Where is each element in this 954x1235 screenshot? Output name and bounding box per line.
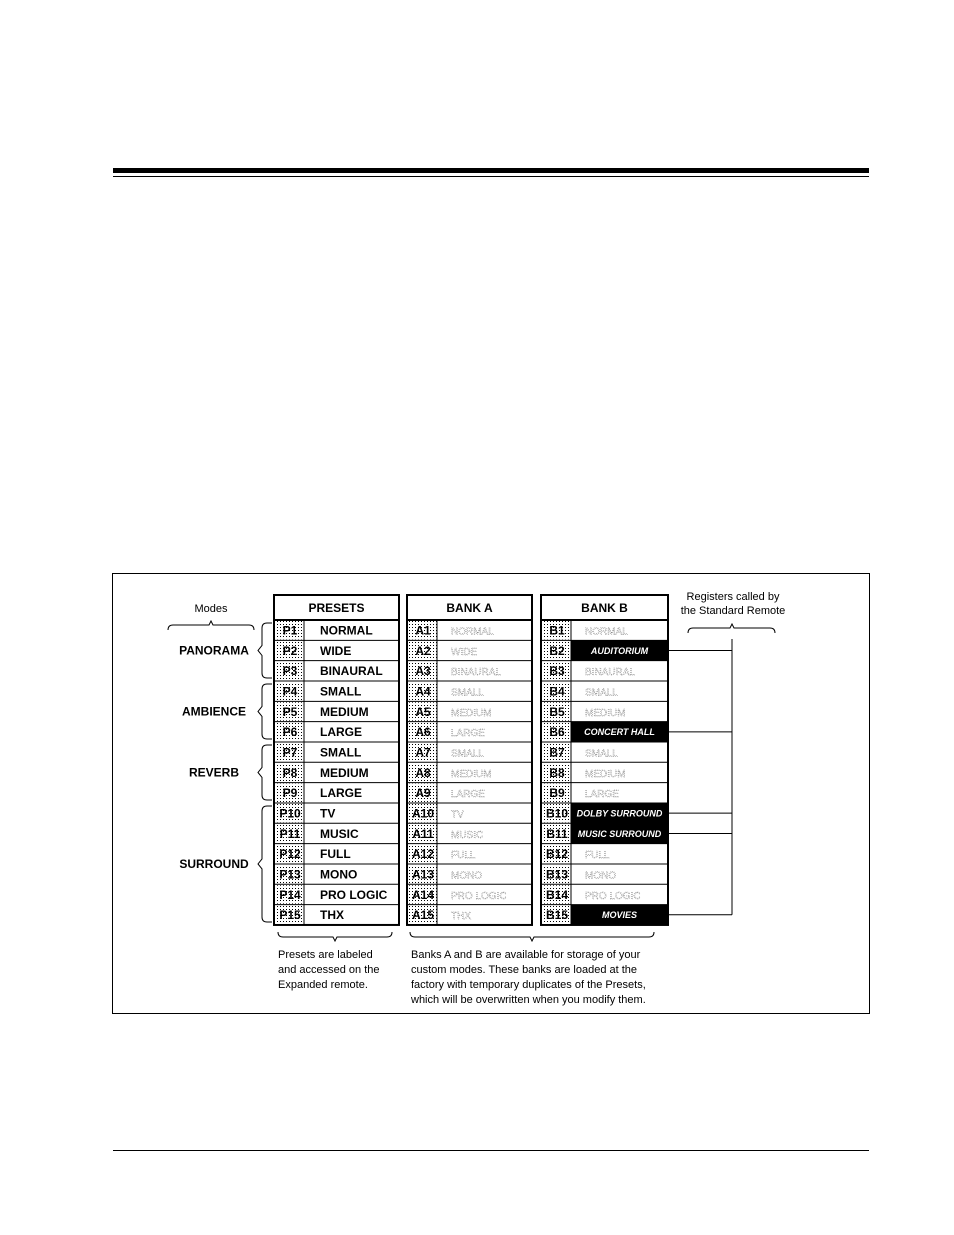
modes-bracket [168, 621, 254, 630]
register-label: MEDIUM [320, 704, 369, 719]
register-label: MEDIUM [320, 765, 369, 780]
register-row-p14 [274, 884, 399, 904]
register-id: B1 [549, 623, 565, 638]
register-label: SMALL [320, 684, 362, 699]
register-id: P12 [279, 847, 301, 862]
register-row-p1 [276, 620, 373, 640]
register-label: NORMAL [451, 626, 494, 638]
mode-reverb [189, 745, 272, 800]
register-id: A12 [411, 847, 435, 862]
register-id: B9 [549, 786, 565, 801]
register-id: P8 [282, 765, 298, 780]
presets-note-bracket [278, 932, 392, 941]
register-id: A13 [411, 867, 435, 882]
register-label: LARGE [585, 789, 619, 801]
register-label: THX [451, 911, 471, 923]
registers-bracket [688, 624, 775, 633]
register-id: P10 [279, 806, 301, 821]
register-label: THX [320, 908, 344, 923]
modes-label: Modes [194, 603, 228, 615]
register-label: SMALL [451, 687, 484, 699]
bank-a-table [407, 595, 532, 925]
register-id: A1 [415, 623, 431, 638]
footer-rule [113, 1150, 869, 1151]
register-label: MUSIC [451, 829, 484, 841]
mode-label: REVERB [188, 765, 240, 780]
register-label: BINAURAL [451, 667, 502, 679]
register-label: MOVIES [601, 910, 638, 921]
register-id: P7 [282, 745, 298, 760]
register-id: A9 [415, 786, 431, 801]
header-rule-thick [113, 168, 869, 173]
mode-brace [258, 806, 272, 922]
register-label: FULL [585, 850, 610, 862]
register-id: P2 [282, 643, 298, 658]
mode-panorama [179, 623, 272, 678]
banks-note-line1: Banks A and B are available for storage of your [411, 949, 641, 961]
register-id: A8 [415, 765, 431, 780]
header-rule-thin [113, 176, 869, 177]
register-id: B14 [545, 887, 569, 902]
banks-note-line3: factory with temporary duplicates of the Presets, [411, 979, 646, 991]
register-label: BINAURAL [320, 664, 383, 679]
register-id: B12 [545, 847, 569, 862]
register-id: P14 [279, 887, 301, 902]
register-label: PRO LOGIC [320, 887, 388, 902]
register-label: BINAURAL [585, 667, 636, 679]
register-row-b6 [541, 722, 668, 742]
register-label: LARGE [320, 725, 362, 740]
register-id: B15 [545, 908, 569, 923]
register-label: FULL [451, 850, 476, 862]
register-id: B6 [549, 725, 565, 740]
register-id: B11 [546, 826, 568, 841]
registers-label-line1: Registers called by [686, 591, 780, 603]
presets-note-line2: and accessed on the [278, 964, 380, 976]
register-label: MONO [451, 870, 483, 882]
register-id: A10 [411, 806, 435, 821]
register-id: A15 [411, 908, 435, 923]
mode-brace [258, 745, 272, 800]
register-id: B13 [545, 867, 569, 882]
register-id: A5 [415, 704, 431, 719]
register-label: TV [451, 809, 464, 821]
register-label: MEDIUM [451, 768, 492, 780]
register-label: PRO LOGIC [585, 890, 641, 902]
register-id: A4 [415, 684, 431, 699]
register-id: B5 [549, 704, 565, 719]
bank-a-title: BANK A [446, 601, 493, 615]
mode-label: PANORAMA [179, 643, 249, 658]
register-id: P1 [282, 623, 298, 638]
register-id: A14 [411, 887, 435, 902]
register-id: B8 [549, 765, 565, 780]
banks-note-line4: which will be overwritten when you modify them. [411, 994, 646, 1006]
banks-note-bracket [410, 932, 654, 941]
bank-b-title: BANK B [581, 601, 628, 615]
register-label: SMALL [585, 748, 618, 760]
presets-note-line3: Expanded remote. [278, 979, 368, 991]
register-id: A2 [415, 643, 431, 658]
register-label: MONO [585, 870, 617, 882]
register-row-b10 [541, 803, 668, 823]
register-id: B10 [545, 806, 569, 821]
register-id: P9 [282, 786, 298, 801]
register-id: A11 [412, 826, 434, 841]
register-id: P13 [279, 867, 301, 882]
register-id: A6 [415, 725, 431, 740]
register-id: A3 [415, 664, 431, 679]
register-id: P5 [282, 704, 298, 719]
register-id: P4 [282, 684, 298, 699]
register-label: MEDIUM [585, 707, 626, 719]
register-label: WIDE [320, 643, 352, 658]
register-label: SMALL [320, 745, 362, 760]
register-row-p3 [274, 661, 399, 681]
register-label: SMALL [585, 687, 618, 699]
mode-label: SURROUND [179, 856, 249, 871]
register-label: AUDITORIUM [590, 645, 649, 656]
mode-brace [258, 684, 272, 739]
register-label: WIDE [451, 646, 478, 658]
register-id: P3 [282, 664, 298, 679]
preset-bank-diagram [112, 573, 870, 1014]
register-id: B2 [549, 643, 565, 658]
register-row-b15 [541, 905, 668, 925]
register-id: B3 [549, 664, 565, 679]
register-id: P15 [279, 908, 301, 923]
presets-note-line1: Presets are labeled [278, 949, 373, 961]
register-id: B7 [549, 745, 565, 760]
mode-brace [258, 623, 272, 678]
register-label: TV [320, 806, 336, 821]
mode-ambience [182, 684, 272, 739]
register-row-b2 [541, 640, 668, 660]
register-id: A7 [415, 745, 431, 760]
presets-title: PRESETS [308, 601, 365, 615]
registers-label-line2: the Standard Remote [680, 605, 786, 617]
bank-b-table [541, 595, 668, 925]
register-id: P11 [279, 826, 301, 841]
register-id: P6 [282, 725, 298, 740]
register-label: LARGE [451, 789, 485, 801]
register-label: DOLBY SURROUND [576, 808, 663, 819]
banks-note-line2: custom modes. These banks are loaded at the [411, 964, 638, 976]
register-label: MUSIC [320, 826, 359, 841]
register-label: MEDIUM [451, 707, 492, 719]
register-label: MUSIC SURROUND [577, 828, 662, 839]
mode-surround [179, 806, 272, 922]
presets-table [274, 595, 399, 925]
register-label: MONO [320, 867, 358, 882]
register-label: PRO LOGIC [451, 890, 507, 902]
register-label: FULL [320, 847, 351, 862]
register-row-b11 [541, 823, 668, 843]
register-label: LARGE [451, 728, 485, 740]
register-label: SMALL [451, 748, 484, 760]
register-label: LARGE [320, 786, 362, 801]
register-label: CONCERT HALL [584, 727, 655, 738]
mode-label: AMBIENCE [181, 704, 247, 719]
register-label: NORMAL [320, 623, 373, 638]
register-id: B4 [549, 684, 565, 699]
register-label: NORMAL [585, 626, 628, 638]
register-label: MEDIUM [585, 768, 626, 780]
